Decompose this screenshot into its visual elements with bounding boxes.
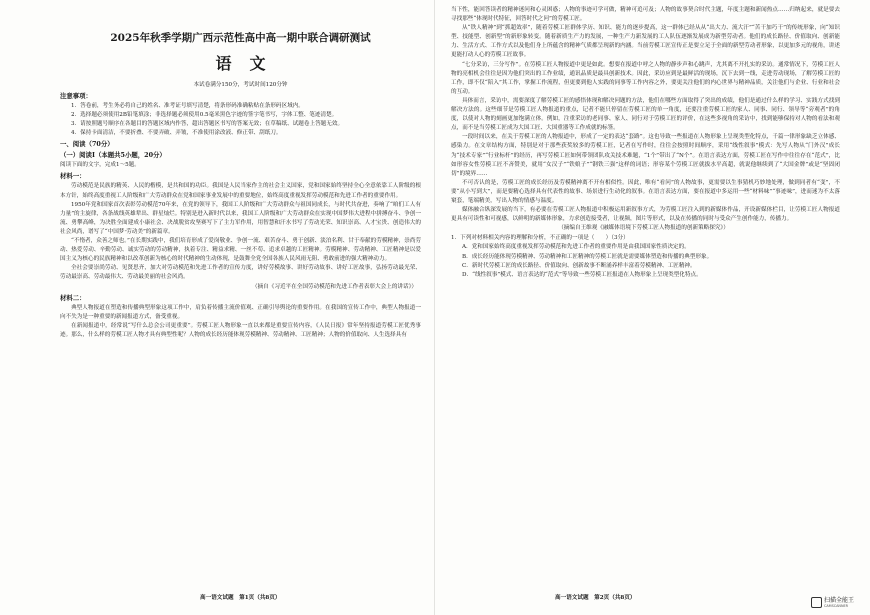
note-item: 1．答卷前，考生务必将自己的姓名、准考证号填写清楚，将条形码准确粘贴在条形码区域内。 xyxy=(71,103,304,109)
note-item: 2．选择题必须使用2B铅笔填涂；非选择题必须使用0.5毫米黑色字迹的签字笔书写，字体工整、笔迹清楚。 xyxy=(71,112,338,119)
note-item: 4．保持卡面清洁，不要折叠、不要弄破、弄皱，不准使用涂改液、修正带、刮纸刀。 xyxy=(71,130,282,137)
paragraph: 从“铁人精神”到“抓超效率”，随着劳模工匠群体学历、知识、能力的逐步提高，这一群体已经从从“出大力、流大汗”“苦干加巧干”的传统形象，向“知识型、技能型、创新型”的新形象转变。随着新质生产力的发展，一种生产力新发展的工人队伍逐渐发展成为新型劳动者。他们的成长路径、价值取向、创新能力、生活方式、工作方式以及他们身上所蕴含的精神气质都呈现新的内涵。当前劳模工匠宣传正是要立足于全面的新型劳动者形象，以更加多元的视角，讲述更能打动人心的劳模工匠故事。 xyxy=(451,25,840,59)
subsection-heading: （一）阅读Ⅰ（本题共5小题，20分） xyxy=(60,151,166,160)
subject-title: 语文 xyxy=(215,54,284,73)
exam-title: 2025年秋季学期广西示范性高中高一期中联合调研测试 xyxy=(110,32,371,44)
page-footer: 高一语文试题 第1页（共8页） xyxy=(200,595,281,601)
paragraph: 劳动模范是民族的精英、人民的楷模，是共和国的功臣。我国是人民当家作主的社会主义国家，党和国家始终坚持全心全意依靠工人阶级的根本方针，始终高度重视工人阶级和广大劳动群众在党和国家事业发展中的重要地位，始终高度重视发挥劳动模范和先进工作者的重要作用。 xyxy=(60,183,421,199)
paragraph: “七分采访，三分写作”。在劳模工匠人物报道中更是如此。想要在报道中呼之人物的静步声和心跳声，尤其离不开扎实的采访。通常情况下，劳模工匠人物的亮相机会往往是因为他们突出的工作业绩，通讯品质是最具创新技术。因此，采访应到是最鲜活的现场，沉下去到一线，走进劳动现场，了解劳模工匠的工作，即不仅“陪入”其工作，掌握工作流程，但更要到他人实践的同事等工作内容之外，要更关注他们的内心世界与精神品质，关注他们与企业、行业和社会的互动。 xyxy=(451,61,840,95)
note-item: 3．请按照题号顺序在各题目的答题区域内作答，超出答题区书写的答案无效；在草稿纸、试题卷上答题无效。 xyxy=(71,121,344,128)
exam-page-2 xyxy=(435,0,870,615)
section-heading: 一、阅读（70分） xyxy=(60,140,114,149)
paragraph: 1950年党和国家首次表彰劳动模范70年来，在党的领导下，我国工人阶级和广大劳动群众与祖国同成长，与时代共奋进，奏响了“咱们工人有力量”的主旋律，各条战线英雄辈出、群星灿烂。特别是进入新时代以来，我国工人阶级和广大劳动群众在实现中国梦伟大进程中拼搏奋斗、争创一流、勇攀高峰，为决胜全面建成小康社会、决战脱贫攻坚赛写下了主力军作用，用智慧和汗水书写了劳动光荣、知识崇高、人才宝贵、创造伟大的社会风尚，谱写了“中国梦·劳动美”的新篇章。 xyxy=(60,201,421,235)
scanner-sub: CAMSCANNER xyxy=(823,603,849,608)
material-label: 材料一： xyxy=(60,172,86,181)
scanner-watermark xyxy=(811,597,854,608)
question-option: B．成长经历能体现劳模精神、劳动精神和工匠精神的劳模工匠就是需要媒体塑造和传播的典型形象。 xyxy=(462,253,713,260)
paragraph: 在新闻报道中，经常说“写什么总会公司更重要”。劳模工匠人物形象一直以来都是重要宣传内容，《人民日报》常年坚持报道劳模工匠优秀事迹。那么，什么样的劳模工匠人物才具有典型性呢？人物的成长经历能体现劳模精神、劳动精神、工匠精神；人物的价值取向、人生选择具有 xyxy=(60,322,421,338)
paragraph: 一段时间以来，在关于劳模工匠的人物报道中，形成了一定的表达“套路”。这也导致一些报道在人物形象上呈现类型化特点，千篇一律形象缺乏立体感、感染力。在文章结构方面，特别是对于那些获奖较多的劳模工匠，记者在写作时，往往会按照时间顺序，采用“线性叙事”模式：先写人物从“门外汉”成长为“技术专家”“行业标杆”的经历，再写劳模工匠如何带领团队攻关技术难题，“1个”带出了“N个”。在语言表达方面，劳模工匠在写作中往往存在“范式”，比如形容女性劳模工匠不吝赞美，就用“女汉子”“铁娘子”“钢铁三强”这样的词语；形容某个劳模工匠就拔水平高超，就说他继续到了“大国金牌”或是“坚固闭切”的境界…… xyxy=(451,134,840,177)
question-stem: 1．下列对材料相关内容的理解和分析，不正确的一项是（ ）（3分） xyxy=(451,235,629,242)
question-option: C．新时代劳模工匠的成长路径、价值取向、创新故事不断涌养样丰富着劳模精神、工匠精神。 xyxy=(462,262,696,269)
paragraph: 当下性，能回答读者的精神迷问和心灵困惑；人物的事迹可学可做，精神可追可及；人物的故事契合时代主题，年度主题和新闻热点……归纳起来，就是要去寻找那些“体现时代特征，回答时代之问”的劳模工匠。 xyxy=(451,7,840,23)
material-label: 材料二： xyxy=(60,293,86,302)
paragraph: 典型人物报道在塑造和传播典型形象这项工作中，肩负着传播主流价值观、正确引导舆论的重要作用。在我国的宣传工作中，典型人物报道一向不失为是一种重要的新闻报道方式，备受重视。 xyxy=(60,304,421,320)
paragraph: 具体而言，采访中，需要深度了解劳模工匠的感悟体现和解决问题的方法，他们在哪些方面取得了突出的成绩，他们是通过什么样的学习、实践方式找到解决方法的。这些细节是劳模工匠人物报道的重点，记者不能只停留在劳模工匠的单一角度，还要注重劳模工匠的家人、同事、同行、领导等“旁观者”的角度，以使对人物的刻画更加饱满立体。例如，注重采访的老同事、家人、同行对于劳模工匠的评价，在这些多视角的采访中，找到能够保持对人物的看法和观点，而不是当劳模工匠成为大国工匠、大国重器等工作成就的标签。 xyxy=(451,97,840,132)
notes-title: 注意事项： xyxy=(60,92,92,100)
scanner-logo-icon xyxy=(811,597,822,608)
source-citation: （摘编自王维观《融媒体语境下劳模工匠人物报道的创新策略探究》） xyxy=(558,225,729,232)
question-option: D．“线性叙事”模式、语言表达的“范式”等导致一些劳模工匠报道在人物形象上呈现类型化特点。 xyxy=(462,271,702,278)
page-footer: 高一语文试题 第2页（共8页） xyxy=(555,595,636,601)
source-citation: （摘自《习近平在全国劳动模范和先进工作者表彰大会上的讲话》） xyxy=(251,283,417,290)
instruction: 阅读下面的文字，完成1～5题。 xyxy=(60,162,140,169)
paragraph: “不惰者，众善之师也。”在长期实践中，我们培育形成了爱岗敬业、争创一流、艰苦奋斗、勇于创新、淡泊名利、甘于奉献的劳模精神，崇尚劳动、热爱劳动、辛勤劳动、诚实劳动的劳动精神，执着专注、精益求精、一丝不苟、追求卓越的工匠精神。劳模精神、劳动精神、工匠精神是以爱国主义为核心的民族精神和以改革创新为核心的时代精神的生动体现，是鼓舞全党全国各族人民风雨无阻、勇敢前进的强大精神动力。 xyxy=(60,238,421,263)
scanner-name: 扫描全能王 xyxy=(823,596,854,604)
question-option: A．党和国家始终高度重视发挥劳动模范和先进工作者的重要作用是由我国国家性质决定的。 xyxy=(462,244,690,251)
paragraph: 不可否认的是，劳模工匠的成长经历及劳模精神离不开有相似性。因此，唯有“看问”的人物故事，更需要以生事猜机巧妙地处理，做到同者有“变”，不要“从小写到大”，而是要精心选择具有代表性的故事、场景进行生动化的叙事。在语言表达方面，要在报道中多运用一些“材料味”“事迹味”，进而迷为不太落窠套，笔端精美，写出人物的情感与温度。 xyxy=(451,179,840,204)
paragraph: 媒体融合纵深发展的当下，有必要在劳模工匠人物报道中积极运用新叙事方式，为劳模工匠注入到的新媒体作品，开设新媒体栏目，让劳模工匠人物报道更具有可读性和可视感，以鲜明的新媒体形象，力求创造接受者，让视频，图片等形式，以及在传播的同时与受众产生创作能力，传播力。 xyxy=(451,207,840,223)
paragraph: 全社会要崇尚劳动、见贤思齐，加大对劳动模范和先进工作者的宣传力度，讲好劳模故事、讲好劳动故事、讲好工匠故事，弘扬劳动最光荣、劳动最崇高、劳动最伟大、劳动最美丽的社会风尚。 xyxy=(60,265,421,281)
exam-meta: 本试卷满分150分，考试时间120分钟 xyxy=(193,82,288,88)
